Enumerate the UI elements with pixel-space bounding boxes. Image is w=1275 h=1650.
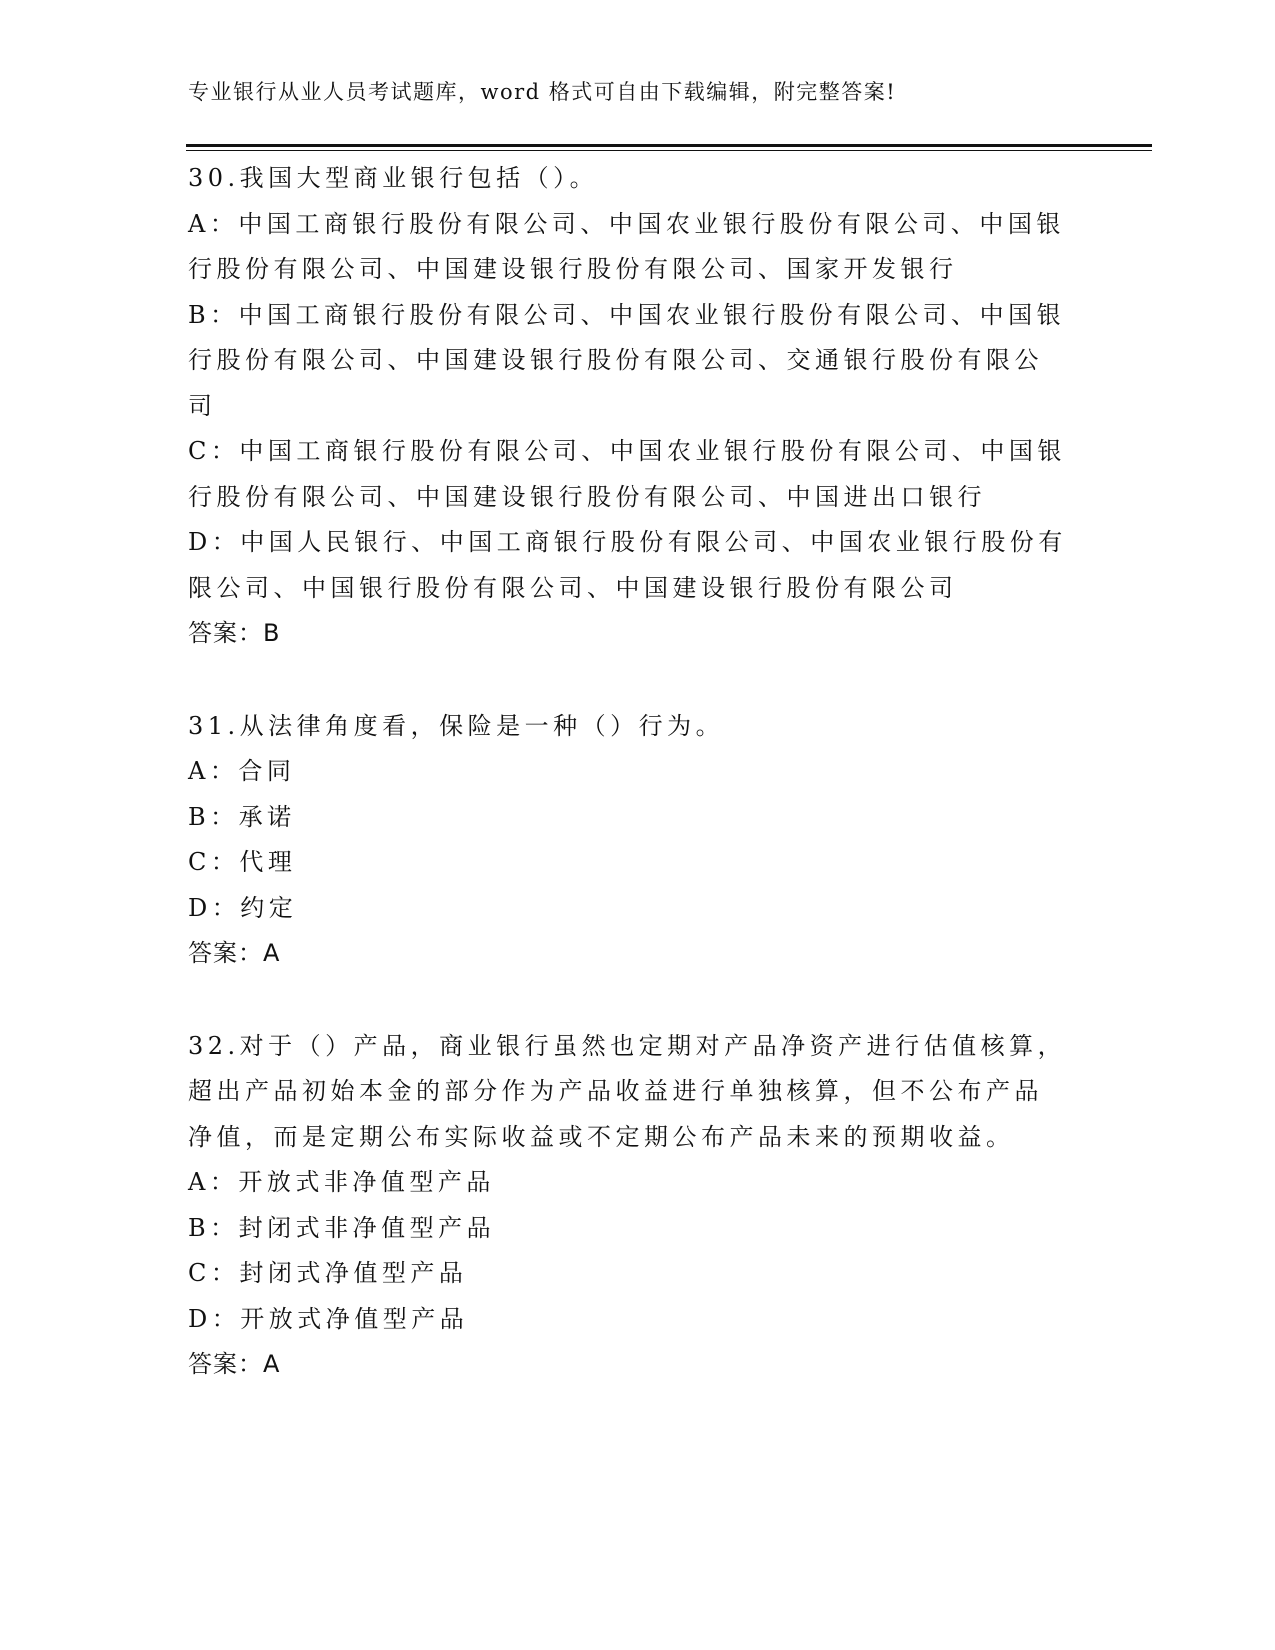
option-c: C：中国工商银行股份有限公司、中国农业银行股份有限公司、中国银行股份有限公司、中国建设银行股份有限公司、中国进出口银行 bbox=[188, 437, 1066, 511]
option-b: B：承诺 bbox=[188, 802, 296, 831]
question-stem: 31.从法律角度看，保险是一种（）行为。 bbox=[188, 711, 725, 740]
header-rule-thick bbox=[186, 144, 1152, 147]
header-rule-thin bbox=[186, 150, 1152, 151]
option-a: A：合同 bbox=[188, 757, 296, 785]
option-d: D：中国人民银行、中国工商银行股份有限公司、中国农业银行股份有限公司、中国银行股份有限公司、中国建设银行股份有限公司 bbox=[188, 528, 1067, 602]
option-c: C：代理 bbox=[188, 848, 297, 876]
question-stem: 32.对于（）产品，商业银行虽然也定期对产品净资产进行估值核算，超出产品初始本金的部分作为产品收益进行单独核算，但不公布产品净值，而是定期公布实际收益或不定期公布产品未来的预期收益。 bbox=[188, 1031, 1067, 1151]
option-c: C：封闭式净值型产品 bbox=[188, 1259, 468, 1287]
question-list bbox=[188, 156, 1068, 1388]
answer: 答案：A bbox=[188, 1350, 281, 1378]
answer: 答案：B bbox=[188, 619, 281, 647]
option-b: B：封闭式非净值型产品 bbox=[188, 1213, 496, 1242]
answer: 答案：A bbox=[188, 939, 281, 967]
page-header: 专业银行从业人员考试题库，word 格式可自由下载编辑，附完整答案! bbox=[188, 80, 897, 104]
option-d: D：约定 bbox=[188, 893, 298, 922]
question-31 bbox=[188, 704, 1068, 977]
question-30 bbox=[188, 156, 1068, 657]
option-b: B：中国工商银行股份有限公司、中国农业银行股份有限公司、中国银行股份有限公司、中国建设银行股份有限公司、交通银行股份有限公司 bbox=[188, 300, 1066, 420]
option-a: A：中国工商银行股份有限公司、中国农业银行股份有限公司、中国银行股份有限公司、中国建设银行股份有限公司、国家开发银行 bbox=[188, 209, 1065, 283]
option-a: A：开放式非净值型产品 bbox=[188, 1168, 495, 1196]
option-d: D：开放式净值型产品 bbox=[188, 1304, 469, 1333]
question-stem: 30.我国大型商业银行包括（）。 bbox=[188, 164, 599, 192]
question-32 bbox=[188, 1024, 1068, 1388]
